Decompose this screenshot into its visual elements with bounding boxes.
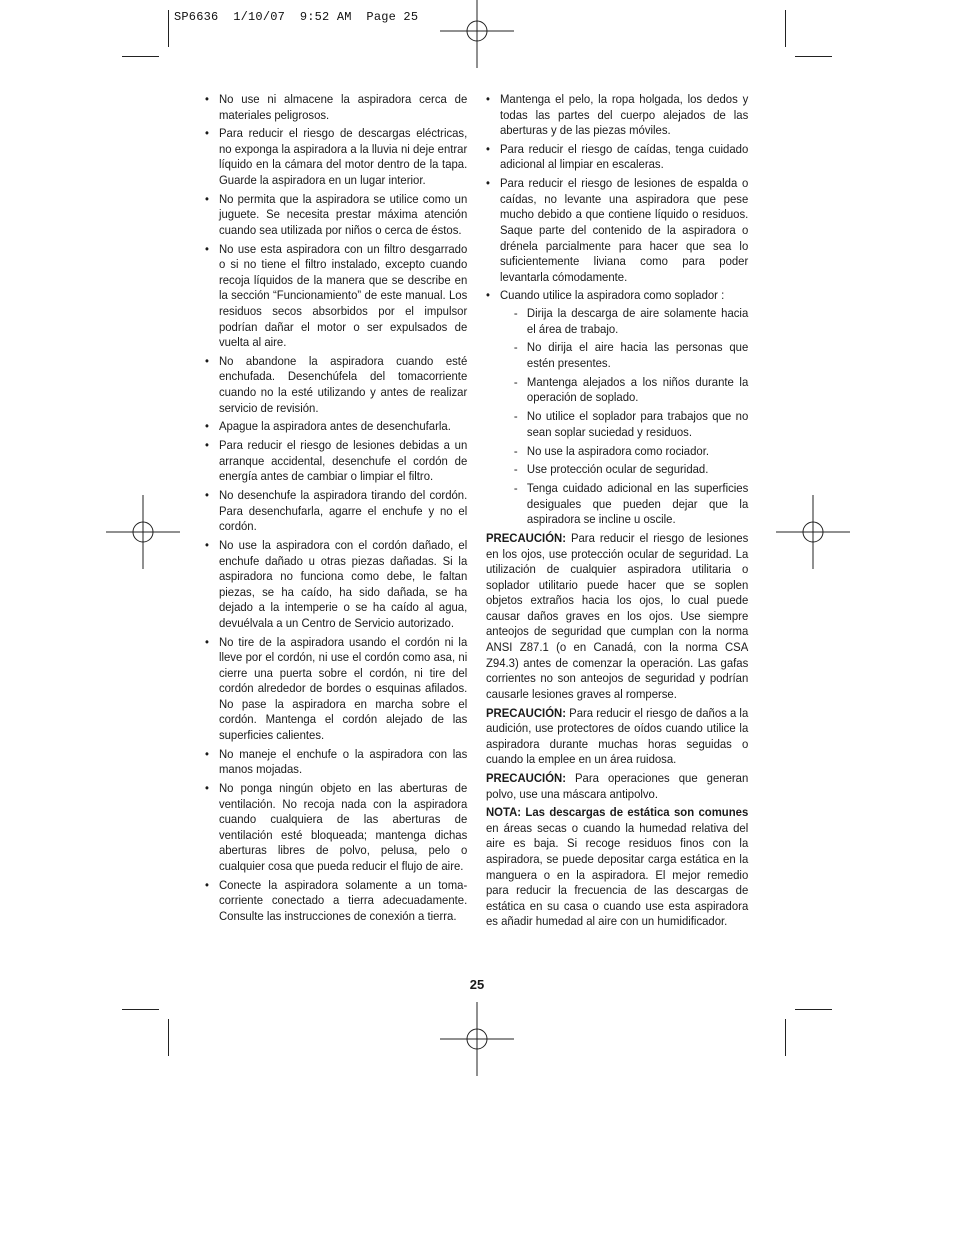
caution-text: Para reducir el riesgo de lesiones en los ojos, use protección ocular de seguridad. La utilización de cualquier aspiradora utilitaria o soplador utilitario puede hacer que se soplen objetos extraños hacia los ojos, lo cual puede causar daños graves en los ojos. Use siempre anteojos de seguridad que cumplan con la norma ANSI Z87.1 (o en Canadá, con la norma CSA Z94.3) antes de comenzar la operación. Las gafas corrientes no son anteojos de seguridad y podrían causarle lesiones graves al romperse.: [486, 531, 749, 701]
list-item: • No maneje el enchufe o la aspiradora con las manos mojadas.: [205, 747, 467, 778]
crop-mark: [785, 10, 786, 47]
safety-bullet-list: [486, 92, 748, 528]
crop-mark: [122, 1009, 159, 1010]
crop-mark: [122, 56, 159, 57]
left-column: [205, 92, 467, 928]
caution-label: PRECAUCIÓN:: [486, 531, 566, 546]
caution-label: PRECAUCIÓN:: [486, 770, 566, 785]
blower-dash-list: [500, 306, 748, 528]
safety-bullet-list: [205, 92, 467, 924]
list-item: • No use ni almacene la aspiradora cerca de materiales peligrosos.: [205, 92, 467, 123]
dash-item: - No use la aspiradora como rociador.: [500, 444, 748, 460]
list-item: • No desenchufe la aspiradora tirando del cordón. Para desenchufarla, agarre el enchufe y no el cordón.: [205, 488, 467, 535]
caution-text: Para operaciones que generan polvo, use una máscara antipolvo.: [486, 770, 749, 801]
crop-mark: [785, 1019, 786, 1056]
dash-item: - Tenga cuidado adicional en las superficies desiguales que pueden dejar que la aspiradora se incline u oscile.: [500, 481, 748, 528]
list-item: • Para reducir el riesgo de caídas, tenga cuidado adicional al limpiar en escaleras.: [486, 142, 748, 173]
caution-text: Para reducir el riesgo de daños a la audición, use protectores de oídos cuando utilice la aspiradora durante muchas horas seguidas o cuando la emplee en un área ruidosa.: [486, 705, 749, 767]
dash-item: - Dirija la descarga de aire solamente hacia el área de trabajo.: [500, 306, 748, 337]
page-number: 25: [469, 977, 485, 992]
list-item: • Mantenga el pelo, la ropa holgada, los dedos y todas las partes del cuerpo alejados de las aberturas y de las piezas móviles.: [486, 92, 748, 139]
dash-item: - Mantenga alejados a los niños durante la operación de soplado.: [500, 375, 748, 406]
list-item: • Para reducir el riesgo de descargas eléctricas, no exponga la aspiradora a la lluvia ni deje entrar líquido en la cámara del motor dentro de la tapa. Guarde la aspiradora en un lugar interior.: [205, 126, 467, 188]
list-item: • No use esta aspiradora con un filtro desgarrado o si no tiene el filtro instalado, excepto cuando recoja líquidos de la manera que se describe en la sección “Funcionamiento” de este manual. Los residuos secos absorbidos por el impulsor podrían dañar el motor o ser expulsados de vuelta al aire.: [205, 242, 467, 351]
blower-intro: Cuando utilice la aspiradora como soplador :: [499, 288, 725, 303]
note-paragraph: [486, 805, 748, 929]
list-item: • Apague la aspiradora antes de desenchufarla.: [205, 419, 467, 435]
crop-mark: [168, 10, 169, 47]
list-item: • No use la aspiradora con el cordón dañado, el enchufe dañado u otras piezas dañadas. Si la aspiradora no funciona como debe, le faltan piezas, se ha caído, ha sido dañada, se ha dejado a la intemperie o se ha caído al agua, devuélvala a un Centro de Servicio autorizado.: [205, 538, 467, 631]
note-label: NOTA: Las descargas de estática son comunes: [486, 805, 749, 820]
list-item: • No permita que la aspiradora se utilice como un juguete. Se necesita prestar máxima atención cuando sea utilizada por niños o cerca de éstos.: [205, 192, 467, 239]
caution-paragraph: [486, 771, 748, 802]
dash-item: - Use protección ocular de seguridad.: [500, 462, 748, 478]
list-item: • Para reducir el riesgo de lesiones de espalda o caídas, no levante una aspiradora que pese mucho debido a que contiene líquido o residuos. Saque parte del contenido de la aspiradora o drénela parcialmente para hacer que sea lo suficientemente liviana como para poder levantarla cómodamente.: [486, 176, 748, 285]
blower-list-item: [486, 288, 748, 527]
printer-slug: SP6636 1/10/07 9:52 AM Page 25: [174, 10, 419, 24]
registration-mark-icon: [440, 1002, 514, 1076]
caution-label: PRECAUCIÓN:: [486, 705, 566, 720]
caution-paragraph: [486, 706, 748, 768]
dash-item: - No utilice el soplador para trabajos que no sean soplar suciedad y residuos.: [500, 409, 748, 440]
right-column: [486, 92, 748, 933]
list-item: • No abandone la aspiradora cuando esté enchufada. Desenchúfela del tomacorriente cuando no la esté utilizando y antes de realizar servicio de revisión.: [205, 354, 467, 416]
registration-mark-icon: [106, 495, 180, 569]
note-text: en áreas secas o cuando la humedad relativa del aire es baja. Si recoge residuos finos con la aspiradora, se puede depositar carga estática en la manguera o en la aspiradora. El mejor remedio para reducir la frecuencia de las descargas de estática en su casa o cuando use esta aspiradora es añadir humedad al aire con un humidificador.: [486, 820, 749, 929]
dash-item: - No dirija el aire hacia las personas que estén presentes.: [500, 340, 748, 371]
list-item: • No ponga ningún objeto en las aberturas de ventilación. No recoja nada con la aspiradora cuando cualquiera de las aberturas de ventilación esté bloqueada; mantenga dichas aberturas libres de polvo, pelusa, pelo o cualquier cosa que pueda reducir el flujo de aire.: [205, 781, 467, 874]
list-item: • Conecte la aspiradora solamente a un toma-corriente conectado a tierra adecuadamente. Consulte las instrucciones de conexión a tierra.: [205, 878, 467, 925]
crop-mark: [168, 1019, 169, 1056]
crop-mark: [795, 1009, 832, 1010]
list-item: • No tire de la aspiradora usando el cordón ni la lleve por el cordón, ni use el cordón como asa, ni cierre una puerta sobre el cordón, ni tire del cordón alrededor de bordes o esquinas afilados. No pase la aspiradora en marcha sobre el cordón. Mantenga el cordón alejado de las superficies calientes.: [205, 635, 467, 744]
registration-mark-icon: [776, 495, 850, 569]
crop-mark: [795, 56, 832, 57]
caution-paragraph: [486, 531, 748, 702]
registration-mark-icon: [440, 0, 514, 68]
list-item: • Para reducir el riesgo de lesiones debidas a un arranque accidental, desenchufe el cordón de energía antes de cambiar o limpiar el filtro.: [205, 438, 467, 485]
